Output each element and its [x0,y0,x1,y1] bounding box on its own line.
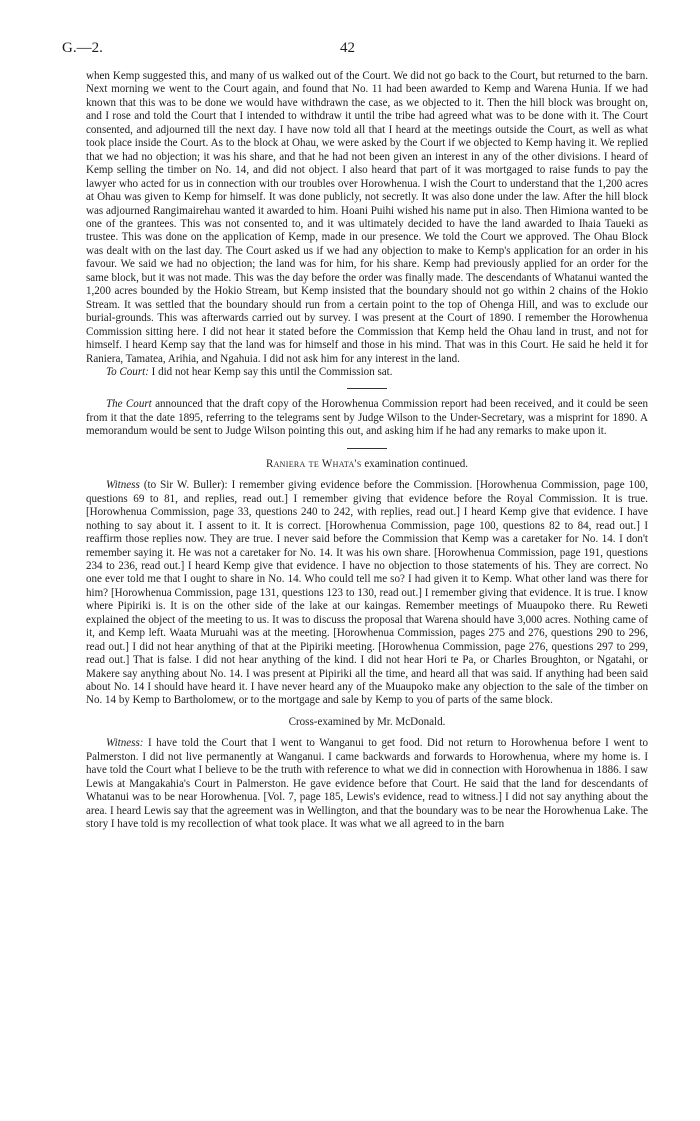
section-divider [347,388,387,389]
paragraph-text: I have told the Court that I went to Wanganui to get food. Did not return to Horowhenua before I went to Palmerston. I did not live permanently at Wanganui. I came backwards and forwards to Horowhenua, where my home is. I have told the Court what I believe to be the truth with reference to what we did in connection with Horowhenua in 1886. I saw Lewis at Mangakahia's Court in Palmerston. He gave evidence before that Court. He said that the land for descendants of Whatanui was to be near Horowhenua. [Vol. 7, page 185, Lewis's evidence, read to witness.] I did not say anything about the area. I heard Lewis say that the agreement was in Wellington, and that the boundary was to be near the Horowhenua Lake. The story I have told is my recollection of what took place. It was what we all agreed to in the barn [86,737,648,831]
section-heading-cross-examination: Cross-examined by Mr. McDonald. [288,715,446,728]
paragraph-witness-examination [86,479,648,708]
paragraph-court-announcement [86,398,648,438]
paragraph-to-court [86,366,648,379]
heading-text: examination continued. [361,457,469,470]
document-body [86,70,648,832]
speaker-label: To Court: [106,365,149,378]
paragraph-text: (to Sir W. Buller): I remember giving evidence before the Commission. [Horowhenua Commission, page 100, questions 69 to 81, and replies, read out.] I remember giving that evidence before the Royal Commission. It is true. [Horowhenua Commission, page 33, questions 240 to 242, with replies, read out.] I heard Kemp give that evidence. I have nothing to say about it. I assent to it. It is correct. [Horowhenua Commission, page 100, questions 82 to 84, read out.] I reaffirm those replies now. They are true. I never said before the Commission that Kemp was a caretaker for No. 14. I don't remember saying it. He was not a caretaker for No. 14. It was his own share. [Horowhenua Commission, page 191, questions 234 to 236, read out.] I heard Kemp give that evidence. I have no objection to those statements of his. They are correct. No one ever told me that I ought to share in No. 14. Who could tell me so? I had given it to Kemp. What other land was there for him? [Horowhenua Commission, page 131, questions 123 to 130, read out.] I remember giving that evidence. It is true. I know where Pipiriki is. It is on the other side of the lake at our kaingas. Remember meetings of Muaupoko there. Ru Reweti explained the object of the meeting to us. It was to discuss the proposal that Warena should have 3,000 acres. Nothing came of it, and Kemp left. Waata Muruahi was at the meeting. [Horowhenua Commission, pages 275 and 276, questions 290 to 296, read out.] I did not hear anything of that at the Pipiriki meeting. [Horowhenua Commission, page 276, questions 297 to 299, read out.] That is false. I did not hear anything of the kind. I did not hear Hori te Pa, or Charles Broughton, or Ngatahi, or Makere say anything about No. 14. I was present at Pipiriki all the time, and heard all that was said. If anything had been said about No. 14 I should have heard it. I have never heard any of the Muaupoko make any objection to the sale of the timber on No. 14 by Kemp to Bartholomew, or to the mortgage and sale by Kemp to you of parts of the same block. [86,479,648,707]
paragraph-testimony-continued: when Kemp suggested this, and many of us walked out of the Court. We did not go back to the Court, but returned to the barn. Next morning we went to the Court again, and found that No. 11 had been awarded to Kemp and Warena Hunia. If we had known that this was to be done we would have withdrawn the case, as we objected to it. Then the hill block was brought on, and I rose and told the Court that I intended to withdraw it until the tribe had agreed what was to be done with it. The Court consented, and adjourned till the next day. I have now told all that I heard at the meetings outside the Court, as well as what took place inside the Court. As to the block at Ohau, we were asked by the Court if we objected to Kemp having it. We replied that we had no objection; it was his share, and that he had not been given an interest in any of the other divisions. I heard of Kemp selling the timber on No. 14, and did not object. I also heard that part of it was mortgaged to raise funds to pay the lawyer who acted for us in connection with our troubles over Horowhenua. I wish the Court to understand that the 1,200 acres at Ohau was given to Kemp for himself. It was done publicly, not secretly. It was also done under the law. After the hill block was adjourned Rangimairehau wanted it awarded to him. Hoani Puihi wished his name put in also. Then Himiona wanted to be one of the grantees. This was not consented to, and it was ultimately decided to have the land awarded to Ihaia Taueki as trustee. This was done on the application of Kemp, made in our presence. We told the Court we approved. The Ohau Block was dealt with on the last day. The Court asked us if we had any objection to make to Kemp's application for an order in his favour. We said we had no objection; the land was for him, for his share. Kemp had previously applied for an order for the same block, but it was not made. This was the day before the order was finally made. The descendants of Whatanui wanted the 1,200 acres bounded by the Hokio Stream, but Kemp insisted that the boundary should not go within 2 chains of the Hokio Stream. It was settled that the boundary should run from a certain point to the top of Ohenga Hill, and was to exclude our burial-grounds. This was afterwards carried out by survey. I was present at the Court of 1890. I remember the Horowhenua Commission sitting here. I did not hear it stated before the Commission that Kemp held the Ohau land in trust, and not for himself. I heard Kemp say that the land was for himself and those in his mind. That was in this Court. He said he held it for Raniera, Tamatea, Arihia, and Ngahuia. I did not ask him for any interest in the land. [86,70,648,365]
speaker-label: Witness [106,479,140,492]
speaker-label: The Court [106,398,152,411]
section-heading-examination [86,458,648,471]
paragraph-text: announced that the draft copy of the Horowhenua Commission report had been received, and it could be seen from it that the date 1895, referring to the telegrams sent by Judge Wilson to the Under-Secretary, was a misprint for 1890. A memorandum would be sent to Judge Wilson pointing this out, and asking him if he had any remarks to make upon it. [86,398,648,438]
witness-name: Raniera te Whata's [265,457,362,470]
paragraph-witness-cross-examination [86,737,648,831]
document-code: G.—2. [62,40,103,56]
section-divider [347,448,387,449]
paragraph-text: I did not hear Kemp say this until the Commission sat. [148,365,393,378]
page-number: 42 [340,40,355,56]
speaker-label: Witness: [106,737,144,750]
